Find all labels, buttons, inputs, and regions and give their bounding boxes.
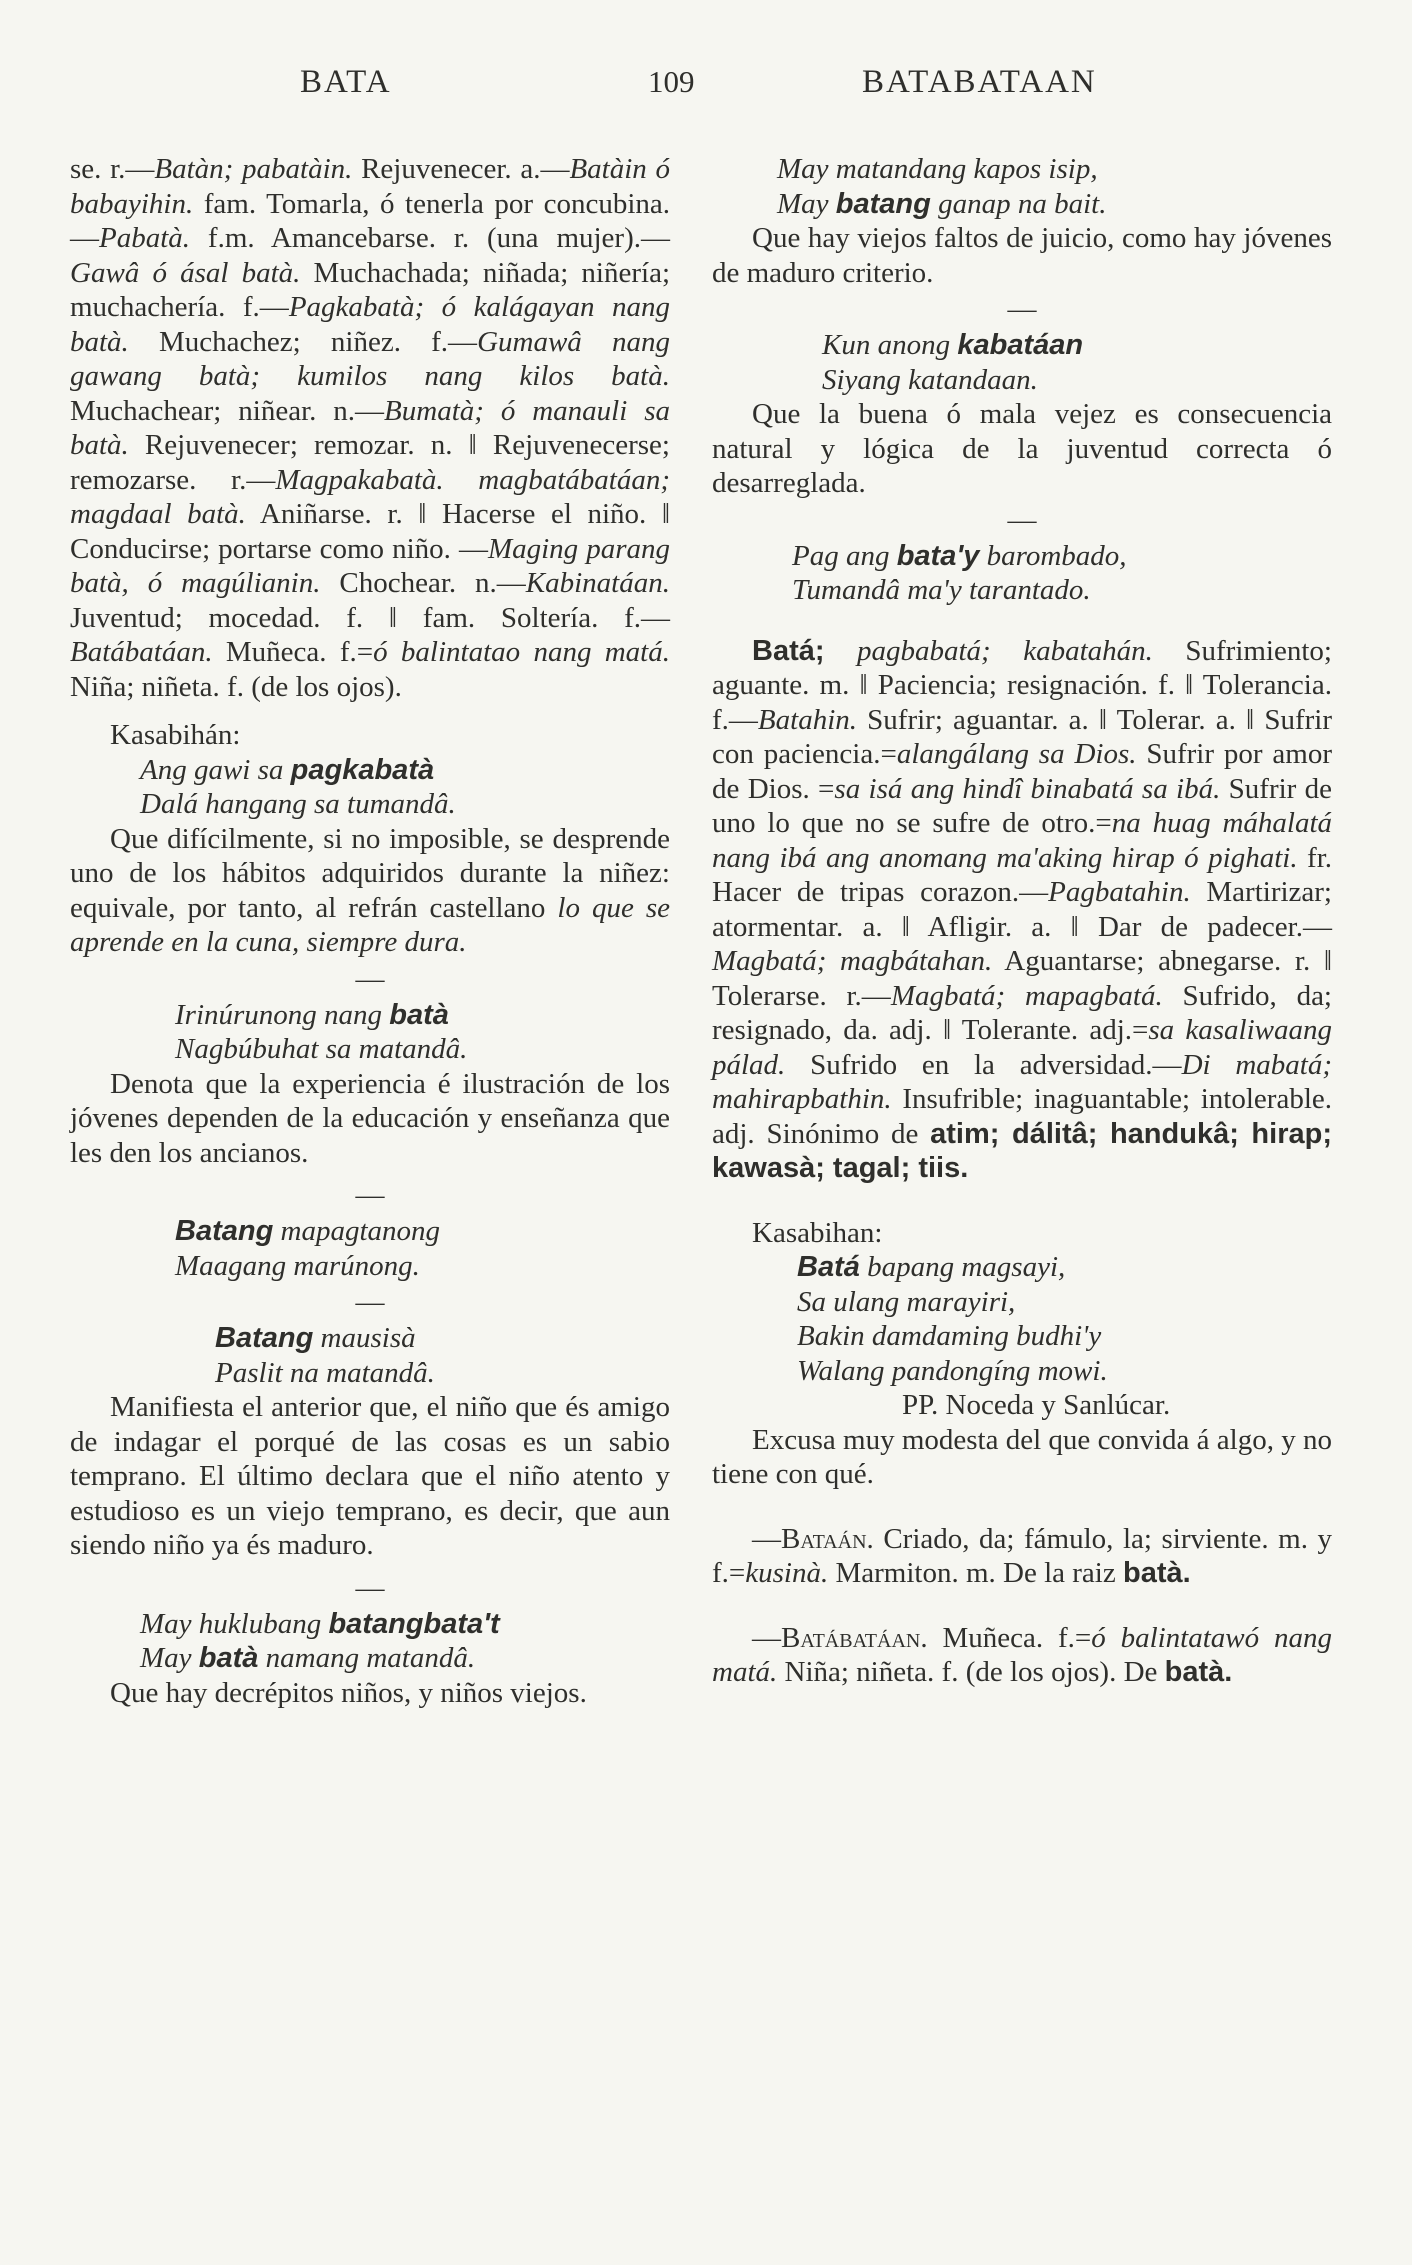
headword: Batang <box>175 1215 274 1247</box>
text-run: Juventud; mocedad. f. ‖ fam. Soltería. f.— <box>70 601 670 634</box>
italic-text: lo que se aprende en la cuna, siempre dura. <box>70 891 670 958</box>
verse-line <box>822 328 1332 363</box>
italic-text: May huklubang <box>140 1607 329 1640</box>
verse-line <box>140 753 670 788</box>
text-run: Sufrir por amor de Dios. = <box>712 738 1333 805</box>
headword: Batá <box>797 1251 860 1283</box>
verse-line <box>797 1319 1332 1354</box>
italic-text: Batàin ó babayihin. <box>70 153 670 220</box>
proverb-verse <box>70 753 670 822</box>
italic-text: Bakin damdaming budhi'y <box>797 1320 1102 1352</box>
italic-text: Pagbatahin. <box>1048 876 1191 908</box>
headword: Batá; <box>752 634 825 667</box>
separator-dash: — <box>355 1179 385 1211</box>
verse-line <box>175 1032 670 1067</box>
text-run: Marmiton. m. De la raiz <box>828 1557 1123 1589</box>
italic-text: Batàn; pabatàin. <box>154 153 353 185</box>
left-column <box>70 152 670 1710</box>
italic-text: Maging parang batà, ó magúlianin. <box>70 532 671 599</box>
text-run: Que hay decrépitos niños, y niños viejos. <box>110 1676 587 1709</box>
text-run: Sufrido en la adversidad.— <box>785 1048 1182 1081</box>
verse-line <box>215 1356 670 1391</box>
italic-text: Tumandâ ma'y tarantado. <box>792 574 1091 606</box>
headword: batà. <box>1164 1656 1233 1688</box>
italic-text: Pagkabatà; ó kalágayan nang batà. <box>70 291 670 358</box>
proverb-explanation <box>712 397 1332 501</box>
text-run: Sufrido, da; resignado, da. adj. ‖ Tolerante. adj.= <box>712 979 1332 1046</box>
verse-line <box>175 1249 670 1284</box>
italic-text: mapagtanong <box>273 1215 441 1247</box>
italic-text: Batahin. <box>757 703 858 736</box>
italic-text: Bumatà; ó manauli sa batà. <box>70 394 670 461</box>
page-header <box>0 64 1412 124</box>
proverb-explanation <box>70 822 670 960</box>
text-run: Sufrir de uno lo que no se sufre de otro.= <box>712 772 1333 839</box>
header-left-word: BATA <box>300 64 392 100</box>
italic-text: Dalá hangang sa tumandâ. <box>140 788 456 820</box>
italic-text: Irinúrunong nang <box>175 998 390 1031</box>
separator-dash: — <box>355 1286 385 1318</box>
headword: batà <box>389 998 449 1031</box>
headword: batà <box>198 1642 259 1674</box>
italic-text: Walang pandongíng mowi. <box>797 1354 1108 1387</box>
italic-text: Gumawâ nang gawang batà; kumilos nang kilos batà. <box>70 325 670 392</box>
italic-text: barombado, <box>979 539 1127 572</box>
verse-line <box>797 1250 1332 1285</box>
text-run: Rejuvenecer; remozar. n. ‖ Rejuvenecerse; remozarse. r.— <box>70 429 670 496</box>
italic-text: Nagbúbuhat sa matandâ. <box>175 1033 468 1065</box>
headword: kabatáan <box>957 329 1084 361</box>
verse-line <box>777 152 1332 187</box>
italic-text: Di mabatá; mahirapbathin. <box>712 1048 1332 1115</box>
proverb-explanation <box>712 1423 1332 1492</box>
italic-text: May matandang kapos isip, <box>777 153 1098 185</box>
italic-text: Magbatá; magbátahan. <box>712 945 993 977</box>
verse-line <box>140 787 670 822</box>
text-run: Que difícilmente, si no imposible, se desprende uno de los hábitos adquiridos durante la niñez: equivale, por tanto, al refrán castellano <box>70 822 670 924</box>
entry-bata <box>712 634 1332 1186</box>
verse-line <box>797 1354 1332 1389</box>
text-run: Chochear. n.— <box>320 567 526 599</box>
proverb-verse <box>70 1214 670 1283</box>
text-run: f.m. Amancebarse. r. (una mujer).— <box>190 222 670 254</box>
verse-line <box>140 1607 670 1642</box>
text-run: Aguantarse; abnegarse. r. ‖ Tolerarse. r.— <box>712 945 1332 1012</box>
headword: batà. <box>1122 1557 1191 1589</box>
italic-text: bapang magsayi, <box>859 1251 1066 1283</box>
header-right-word: BATABATAAN <box>862 64 1097 100</box>
entry-paragraph <box>70 152 670 704</box>
italic-text: na huag máhalatá nang ibá ang anomang ma'aking hirap ó pighati. <box>712 807 1332 874</box>
italic-text: Ang gawi sa <box>140 753 291 786</box>
italic-text: Paslit na matandâ. <box>215 1356 435 1389</box>
text-run: —Bataán. <box>752 1522 874 1555</box>
proverb-explanation <box>70 1067 670 1171</box>
text-run: Aniñarse. r. ‖ Hacerse el niño. ‖ Conducirse; portarse como niño. — <box>70 498 670 565</box>
proverb-verse <box>70 1607 670 1676</box>
verse-line <box>797 1285 1332 1320</box>
italic-text: alangálang sa Dios. <box>896 738 1137 770</box>
proverb-verse <box>70 998 670 1067</box>
italic-text: ó balintatao nang matá. <box>373 636 670 668</box>
text-run: Sufrir; aguantar. a. ‖ Tolerar. a. ‖ Sufrir con paciencia.= <box>712 703 1332 770</box>
kasabihan-label: Kasabihán: <box>110 719 241 751</box>
text-run: fam. Tomarla, ó tenerla por concubina.— <box>70 187 670 254</box>
proverb-verse <box>70 1321 670 1390</box>
separator-dash: — <box>355 962 385 995</box>
right-column <box>712 152 1332 1690</box>
separator-dash: — <box>1007 503 1037 536</box>
proverb-verse <box>712 1250 1332 1388</box>
text-run: Muchachear; niñear. n.— <box>70 394 385 427</box>
verse-line <box>792 539 1332 574</box>
headword: Batang <box>215 1322 314 1354</box>
text-run: Sufrimiento; aguante. m. ‖ Paciencia; resignación. f. ‖ Tolerancia. f.— <box>712 634 1332 736</box>
verse-line <box>215 1321 670 1356</box>
italic-text: May <box>140 1642 199 1674</box>
text-run: Niña; niñeta. f. (de los ojos). De <box>777 1656 1165 1688</box>
verse-line <box>175 998 670 1033</box>
text-run: Muñeca. f.= <box>212 636 374 668</box>
text-run: Muñeca. f.= <box>927 1621 1092 1654</box>
proverb-explanation <box>70 1676 670 1711</box>
entry-bataan <box>712 1522 1332 1591</box>
italic-text: ó balintatawó nang matá. <box>712 1621 1332 1688</box>
separator-dash: — <box>355 1571 385 1604</box>
italic-text: sa isá ang hindî binabatá sa ibá. <box>834 772 1221 805</box>
text-run: Que hay viejos faltos de juicio, como hay jóvenes de maduro criterio. <box>712 222 1332 289</box>
text-run: Rejuvenecer. a.— <box>352 153 570 185</box>
separator-dash: — <box>1007 293 1037 325</box>
verse-line <box>140 1641 670 1676</box>
italic-text: Batábatáan. <box>70 636 213 668</box>
headword: batang <box>835 187 931 220</box>
headword: batangbata't <box>328 1607 500 1640</box>
proverb-explanation <box>70 1390 670 1563</box>
attribution: PP. Noceda y Sanlúcar. <box>902 1389 1171 1421</box>
italic-text: Pag ang <box>792 539 897 572</box>
text-run: Muchachada; niñada; niñería; muchachería. f.— <box>70 256 670 323</box>
proverb-verse <box>712 539 1332 608</box>
text-run: Insufrible; inaguantable; intolerable. adj. Sinónimo de <box>712 1083 1332 1150</box>
italic-text: namang matandâ. <box>258 1642 476 1674</box>
text-run: —Batábatáan. <box>752 1621 928 1654</box>
proverb-verse <box>712 328 1332 397</box>
headword: bata'y <box>896 539 980 572</box>
text-run: Muchachez; niñez. f.— <box>128 325 478 358</box>
italic-text: Kabinatáan. <box>525 567 670 599</box>
text-run: Martirizar; atormentar. a. ‖ Afligir. a. ‖ Dar de padecer.— <box>712 876 1332 943</box>
italic-text: Magbatá; mapagbatá. <box>890 979 1163 1012</box>
text-run: Manifiesta el anterior que, el niño que és amigo de indagar el porqué de las cosas es un sabio temprano. El último declara que el niño atento y estudioso es un viejo temprano, es decir, que aun siendo niño ya és maduro. <box>70 1391 670 1561</box>
italic-text: Gawâ ó ásal batà. <box>70 256 301 289</box>
italic-text: Magpakabatà. magbatábatáan; magdaal batà. <box>70 463 670 530</box>
text-run: se. r.— <box>70 153 155 185</box>
italic-text: kusinà. <box>745 1557 829 1589</box>
text-run: Que la buena ó mala vejez es consecuencia natural y lógica de la juventud correcta ó desarreglada. <box>712 398 1332 499</box>
proverb-explanation <box>712 221 1332 290</box>
headword: atim; dálitâ; handukâ; hirap; kawasà; tagal; tiis. <box>712 1117 1332 1184</box>
italic-text: May <box>777 187 836 220</box>
italic-text: sa kasaliwaang pálad. <box>712 1014 1332 1081</box>
text-run: fr. Hacer de tripas corazon.— <box>712 841 1333 908</box>
entry-batabataan <box>712 1621 1332 1690</box>
italic-text: Kun anong <box>822 329 958 361</box>
italic-text: Pabatà. <box>99 222 191 254</box>
italic-text: pagbabatá; kabatahán. <box>824 634 1153 667</box>
italic-text: mausisà <box>313 1322 416 1354</box>
text-run: Niña; niñeta. f. (de los ojos). <box>70 670 402 703</box>
text-run: Excusa muy modesta del que convida á algo, y no tiene con qué. <box>712 1423 1332 1490</box>
verse-line <box>777 187 1332 222</box>
proverb-verse <box>712 152 1332 221</box>
italic-text: Siyang katandaan. <box>822 363 1038 396</box>
verse-line <box>175 1214 670 1249</box>
italic-text: Maagang marúnong. <box>175 1249 420 1282</box>
kasabihan-label: Kasabihan: <box>752 1216 883 1249</box>
text-run: Criado, da; fámulo, la; sirviente. m. y f.= <box>712 1522 1332 1589</box>
headword: pagkabatà <box>290 753 435 786</box>
text-run: Denota que la experiencia é ilustración de los jóvenes dependen de la educación y enseñanza que les den los ancianos. <box>70 1067 670 1169</box>
italic-text: Sa ulang marayiri, <box>797 1285 1016 1318</box>
verse-line <box>822 363 1332 398</box>
verse-line <box>792 573 1332 608</box>
page-number: 109 <box>648 64 695 99</box>
italic-text: ganap na bait. <box>930 187 1107 220</box>
